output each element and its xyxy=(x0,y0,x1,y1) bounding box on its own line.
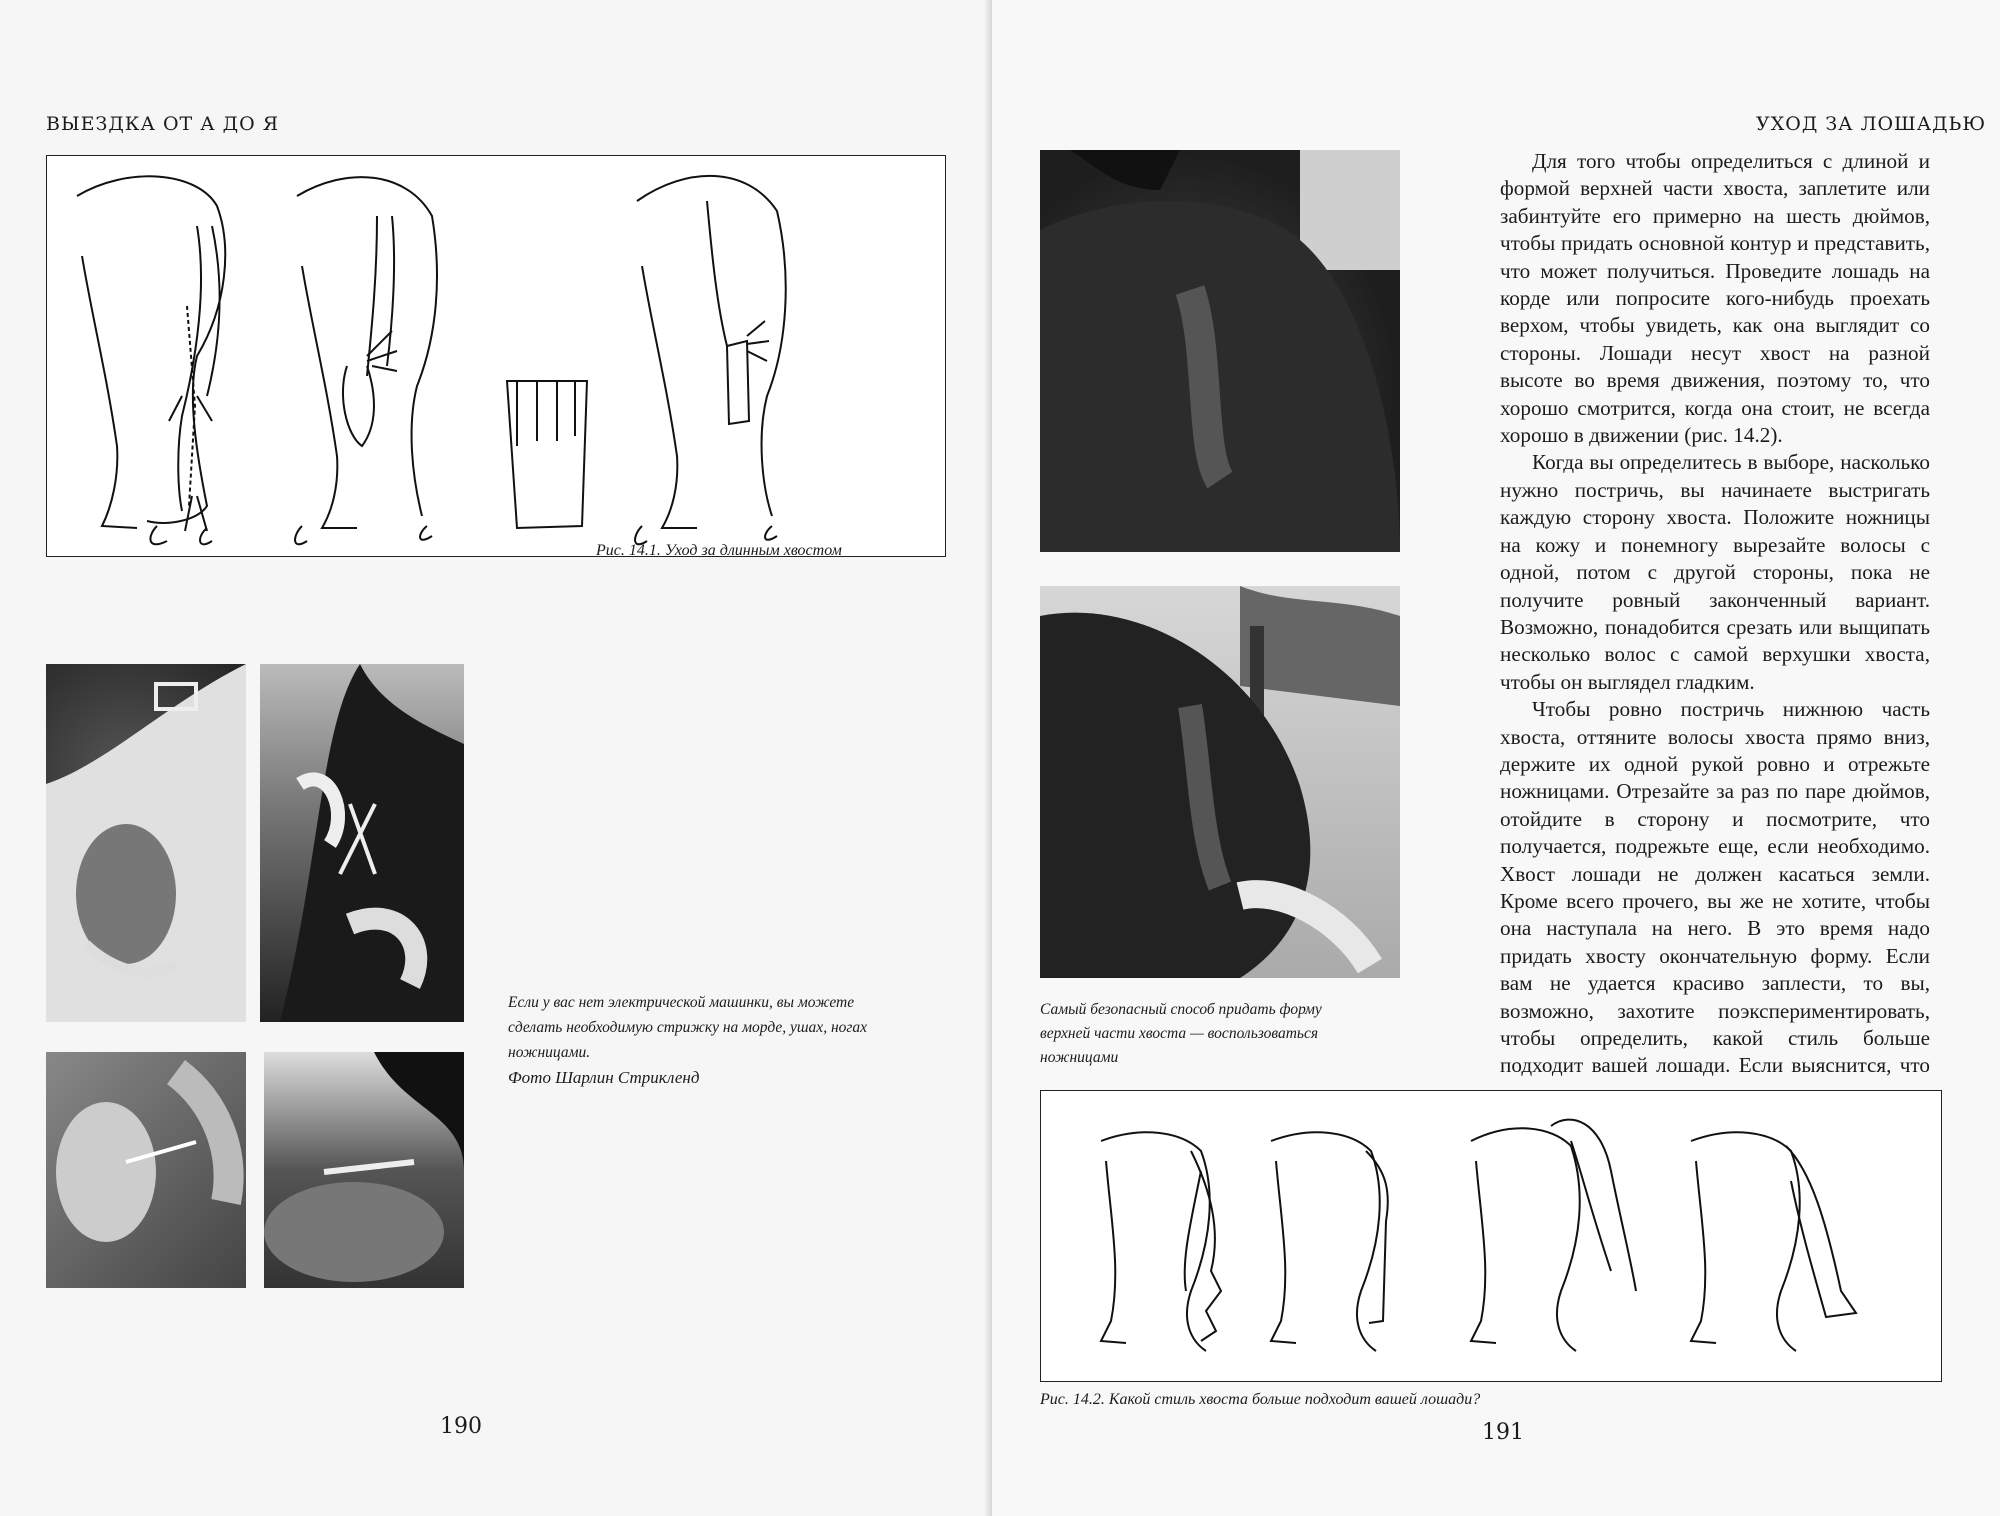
page-number-left: 190 xyxy=(440,1414,482,1439)
tail-style-2 xyxy=(1271,1132,1388,1351)
page-number-right: 191 xyxy=(1482,1420,1524,1445)
photo-whisker-trim xyxy=(46,1052,246,1288)
photo-credit: Фото Шарлин Стрикленд xyxy=(508,1068,700,1087)
left-photo-caption-line-3: ножницами. xyxy=(508,1044,591,1061)
right-photo-caption-line-1: Самый безопасный способ придать форму xyxy=(1040,1001,1322,1018)
tail-top-photo-2-illustration xyxy=(1040,586,1400,978)
left-photo-caption xyxy=(508,990,948,1090)
tail-top-photo-1-illustration xyxy=(1040,150,1400,552)
body-paragraph-1: Для того чтобы определиться с длиной и формой верхней части хвоста, заплетите или забинтуйте его примерно на шесть дюймов, чтобы придать основной контур и представить, что может получиться. Проведите лошадь на корде или попросите кого-нибудь проехать верхом, чтобы увидеть, как она выглядит со стороны. Лошади несут хвост на разной высоте во время движения, поэтому то, что хорошо смотрится, когда она стоит, не всегда хорошо в движении (рис. 14.2). xyxy=(1500,149,1930,448)
figure-14-2-caption: Рис. 14.2. Какой стиль хвоста больше подходит вашей лошади? xyxy=(1040,1391,1481,1408)
tail-styles-illustration xyxy=(1041,1091,1941,1381)
ear-photo-illustration xyxy=(260,664,464,1022)
photo-leg-trim xyxy=(264,1052,464,1288)
body-paragraph-2: Когда вы определитесь в выборе, насколько нужно постричь, вы начинаете выстригать каждую сторону хвоста. Положите ножницы на кожу и понемногу вырезайте волосы с одной, потом с другой стороны, пока не получите ровный законченный вариант. Возможно, понадобится срезать или выщипать несколько волос с самой верхушки хвоста, чтобы он выглядел гладким. xyxy=(1500,450,1930,694)
photo-muzzle-trim xyxy=(46,664,246,1022)
right-photo-caption xyxy=(1040,998,1420,1070)
photo-ear-trim xyxy=(260,664,464,1022)
right-photo-caption-line-3: ножницами xyxy=(1040,1049,1119,1066)
muzzle-photo-illustration xyxy=(46,664,246,1022)
whisker-photo-illustration xyxy=(46,1052,246,1288)
photo-tail-top-2 xyxy=(1040,586,1400,978)
leg-photo-illustration xyxy=(264,1052,464,1288)
running-header-right: УХОД ЗА ЛОШАДЬЮ xyxy=(1756,113,1987,135)
figure-14-1 xyxy=(46,155,946,557)
body-text xyxy=(1500,148,1930,1107)
tail-style-4 xyxy=(1691,1132,1856,1351)
running-header-left: ВЫЕЗДКА ОТ А ДО Я xyxy=(46,113,280,135)
photo-tail-top-1 xyxy=(1040,150,1400,552)
right-page xyxy=(992,0,2000,1516)
figure-14-2 xyxy=(1040,1090,1942,1382)
tail-care-illustration xyxy=(47,156,945,556)
left-photo-caption-line-2: сделать необходимую стрижку на морде, ушах, ногах xyxy=(508,1019,868,1036)
figure-14-1-caption: Рис. 14.1. Уход за длинным хвостом xyxy=(596,542,842,559)
left-page xyxy=(0,0,992,1516)
tail-style-1 xyxy=(1101,1132,1221,1351)
right-photo-caption-line-2: верхней части хвоста — воспользоваться xyxy=(1040,1025,1319,1042)
body-paragraph-3: Чтобы ровно постричь нижнюю часть хвоста, оттяните волосы хвоста прямо вниз, держите их одной рукой ровно и отрежьте ножницами. Отрезайте за раз по паре дюймов, отойдите в сторону и посмотрите, что получается, подрежьте еще, если необходимо. Хвост лошади не должен касаться земли. Кроме всего прочего, вы же не хотите, чтобы она наступала на него. В это время надо придать хвосту окончательную форму. Если вам не удается красиво заплести, то вы, возможно, захотите поэкспериментировать, чтобы определить, какой стиль больше подходит вашей лошади. Если выяснится, что xyxy=(1500,697,1930,1078)
tail-style-3 xyxy=(1471,1120,1636,1351)
left-photo-caption-line-1: Если у вас нет электрической машинки, вы можете xyxy=(508,994,855,1011)
